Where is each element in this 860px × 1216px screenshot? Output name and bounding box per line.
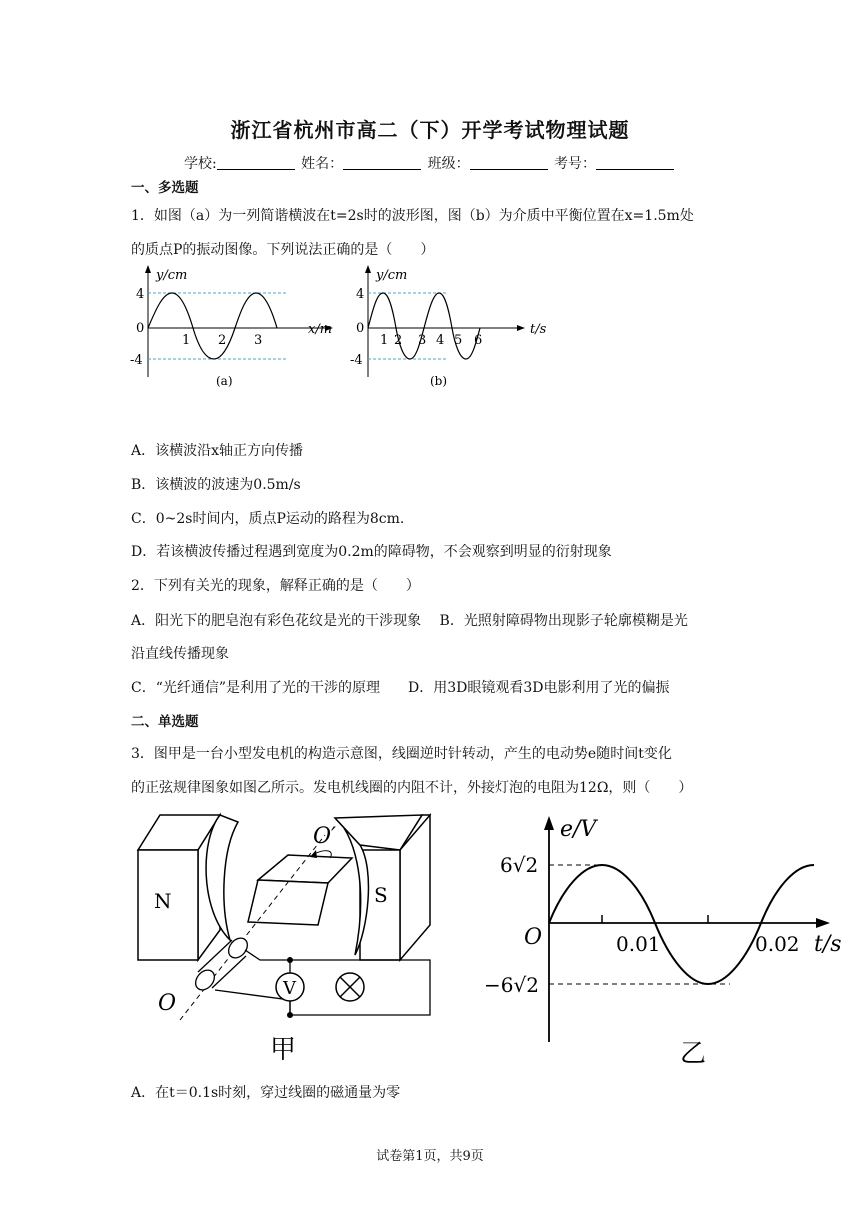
name-label: 姓名： xyxy=(301,156,344,172)
graph-a-ytick-top: 4 xyxy=(136,287,145,302)
graph-b-ylabel: y/cm xyxy=(376,268,408,283)
graph-b-xlabel: t/s xyxy=(530,322,547,337)
emf-max-label: 6√2 xyxy=(500,853,539,877)
q1-option-a[interactable]: A．该横波沿x轴正方向传播 xyxy=(131,443,304,459)
q2-options-ab[interactable]: A．阳光下的肥皂泡有彩色花纹是光的干涉现象 B．光照射障碍物出现影子轮廓模糊是光 xyxy=(131,613,688,629)
q3-stem-line2: 的正弦规律图象如图乙所示。发电机线圈的内阻不计，外接灯泡的电阻为12Ω，则（ ） xyxy=(131,780,693,796)
voltmeter-label: V xyxy=(283,978,296,999)
graph-b-xtick: 4 xyxy=(436,333,445,348)
graph-b-ytick-top: 4 xyxy=(356,287,365,302)
q1-stem-line2: 的质点P的振动图像。下列说法正确的是（ ） xyxy=(131,242,435,258)
page-title: 浙江省杭州市高二（下）开学考试物理试题 xyxy=(230,118,630,142)
emf-xtick-2: 0.02 xyxy=(755,932,800,956)
graph-b-xtick: 1 xyxy=(380,333,389,348)
student-info-line xyxy=(0,153,860,173)
section-single-choice: 二、单选题 xyxy=(131,714,199,730)
graph-a-caption: (a) xyxy=(216,374,233,388)
emf-xlabel: t/s xyxy=(814,932,842,957)
name-blank[interactable] xyxy=(343,155,421,170)
q3-stem-line1: 3．图甲是一台小型发电机的构造示意图，线圈逆时针转动，产生的电动势e随时间t变化 xyxy=(131,746,672,762)
generator-caption: 甲 xyxy=(270,1035,297,1065)
emf-time-graph xyxy=(480,810,850,1070)
graph-a-ytick-zero: 0 xyxy=(136,321,145,336)
emf-min-label: −6√2 xyxy=(484,973,539,997)
section-multi-choice: 一、多选题 xyxy=(131,180,199,196)
emf-origin-label: O xyxy=(524,925,543,950)
graph-a-xtick: 1 xyxy=(182,333,191,348)
graph-a-xtick: 3 xyxy=(254,333,263,348)
number-label: 考号： xyxy=(554,156,597,172)
emf-xtick-1: 0.01 xyxy=(616,932,661,956)
page-footer: 试卷第1页，共9页 xyxy=(376,1149,484,1164)
graph-b-xtick: 3 xyxy=(418,333,427,348)
axis-label-o-prime: O′ xyxy=(313,824,337,849)
s-pole-label: S xyxy=(374,883,388,907)
number-blank[interactable] xyxy=(596,155,674,170)
graph-a-xlabel: x/m xyxy=(308,322,333,337)
school-label: 学校: xyxy=(183,156,217,172)
axis-label-o: O xyxy=(158,991,177,1016)
q2-options-cd[interactable]: C．“光纤通信”是利用了光的干涉的原理 D．用3D眼镜观看3D电影利用了光的偏振 xyxy=(131,680,670,696)
q2-options-ab-cont: 沿直线传播现象 xyxy=(131,646,229,662)
vibration-graph-b xyxy=(348,262,558,392)
q1-stem-line1: 1．如图（a）为一列简谐横波在t=2s时的波形图，图（b）为介质中平衡位置在x=1.5m处 xyxy=(131,208,694,224)
q3-option-a[interactable]: A．在t＝0.1s时刻，穿过线圈的磁通量为零 xyxy=(131,1085,401,1101)
school-blank[interactable] xyxy=(217,155,295,170)
q1-option-d[interactable]: D．若该横波传播过程遇到宽度为0.2m的障碍物，不会观察到明显的衍射现象 xyxy=(131,544,612,560)
graph-b-xtick: 5 xyxy=(454,333,463,348)
emf-ylabel: e/V xyxy=(560,817,597,842)
graph-b-ytick-zero: 0 xyxy=(356,321,365,336)
n-pole-label: N xyxy=(154,889,172,913)
graph-a-ylabel: y/cm xyxy=(156,268,188,283)
graph-b-xtick: 2 xyxy=(394,333,403,348)
wave-graph-a xyxy=(128,262,343,392)
graph-a-ytick-bot: -4 xyxy=(130,353,143,368)
generator-diagram xyxy=(130,810,475,1070)
emf-graph-caption: 乙 xyxy=(680,1039,707,1069)
class-label: 班级： xyxy=(427,156,470,172)
q1-option-c[interactable]: C．0~2s时间内，质点P运动的路程为8cm. xyxy=(131,511,405,527)
q2-stem: 2．下列有关光的现象，解释正确的是（ ） xyxy=(131,578,420,594)
graph-b-xtick: 6 xyxy=(474,333,483,348)
graph-b-ytick-bot: -4 xyxy=(350,353,363,368)
q1-option-b[interactable]: B．该横波的波速为0.5m/s xyxy=(131,477,301,493)
class-blank[interactable] xyxy=(470,155,548,170)
graph-a-xtick: 2 xyxy=(218,333,227,348)
graph-b-caption: (b) xyxy=(430,374,448,388)
